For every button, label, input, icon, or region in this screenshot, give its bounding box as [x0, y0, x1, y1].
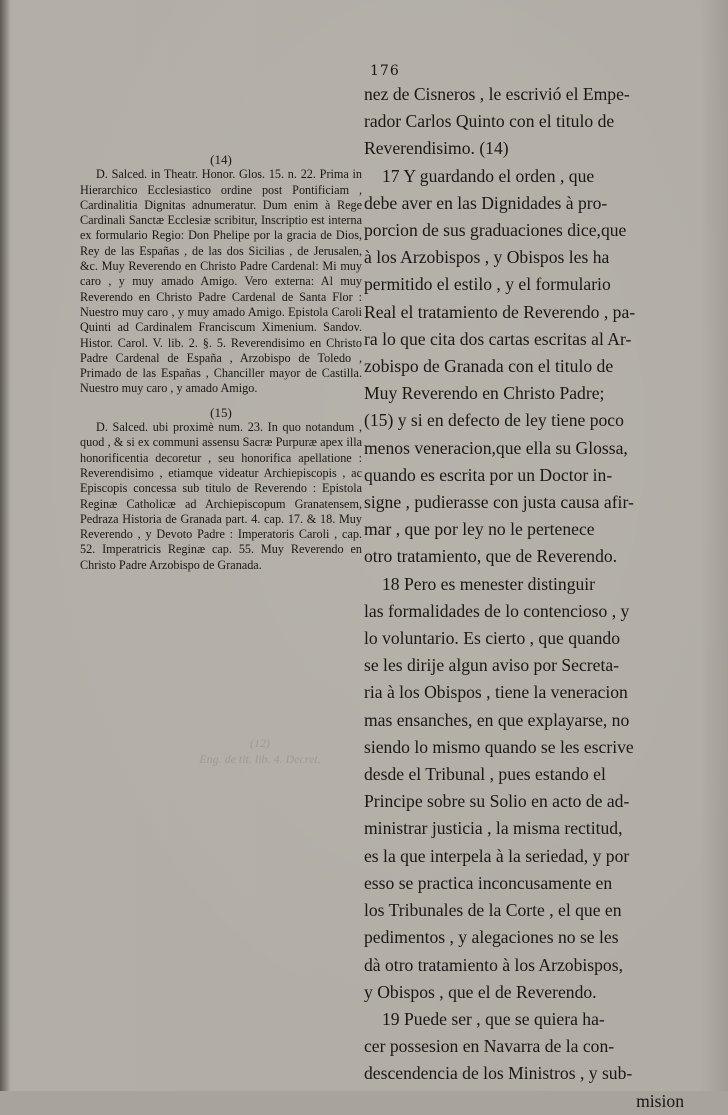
text-line: desde el Tribunal , pues estando el	[364, 764, 606, 785]
text-line: y Obispos , que el de Reverendo.	[364, 981, 597, 1002]
text-line: otro tratamiento, que de Reverendo.	[364, 546, 618, 567]
show-through-text: (12) Eng. de tit. lib. 4. Decret.	[199, 736, 321, 766]
text-line: zobispo de Granada con el titulo de	[364, 356, 614, 377]
text-line: (15) y si en defecto de ley tiene poco	[364, 410, 624, 431]
text-line: las formalidades de lo contencioso , y	[364, 600, 630, 621]
text-line: nez de Cisneros , le escrivió el Empe-	[364, 84, 630, 104]
text-line: 17 Y guardando el orden , que	[382, 165, 595, 186]
text-line: 18 Pero es menester distinguir	[382, 573, 596, 594]
text-line: ria à los Obispos , tiene la veneracion	[364, 682, 628, 703]
text-line: ra lo que cita dos cartas escritas al Ar-	[364, 328, 632, 349]
text-line: dà otro tratamiento à los Arzobispos,	[364, 954, 623, 975]
text-line: signe , pudierasse con justa causa afir-	[364, 492, 634, 513]
text-line: à los Arzobispos , y Obispos les ha	[364, 247, 610, 268]
text-line: porcion de sus graduaciones dice,que	[364, 220, 627, 241]
footnote-text: D. Salced. in Theatr. Honor. Glos. 15. n. 22. Prima in Hierarchico Ecclesiastico ordine post Pontificiam , Cardinalitia Dignitas adnumeratur. Dum enim à Rege Cardinali Sanctæ Ecclesiæ scribitur, Inscriptio est interna ex formulario Regio: Don Phelipe por la gracia de Dios, Rey de las Españas , de las dos Sicilias , de Jerusalen, &c. Muy Reverendo en Christo Padre Cardenal: Mi muy caro , y muy amado Amigo. Vero externa: Al muy Reverendo en Christo Padre Cardenal de Santa Flor : Nuestro muy caro , y muy amado Amigo. Epistola Caroli Quinti ad Cardinalem Franciscum Ximenium. Sandov. Histor. Carol. V. lib. 2. §. 5. Reverendisimo en Christo Padre Cardenal de España , Arzobispo de Toledo , Primado de las Españas , Chanciller mayor de Castilla. Nuestro muy caro , y amado Amigo.	[80, 167, 362, 396]
footnote-marker: (15)	[210, 404, 232, 420]
footnotes-column	[80, 152, 362, 573]
text-line: permitido el estilo , y el formulario	[364, 274, 611, 295]
text-line: mision	[636, 1090, 684, 1111]
text-line: ministrar justicia , la misma rectitud,	[364, 818, 623, 839]
text-line: cer possesion en Navarra de la con-	[364, 1036, 615, 1057]
text-line: menos veneracion,que ella su Glossa,	[364, 437, 628, 458]
text-line: Real el tratamiento de Reverendo , pa-	[364, 301, 636, 322]
text-line: los Tribunales de la Corte , el que en	[364, 900, 622, 921]
gutter-shadow	[0, 0, 10, 1091]
text-line: lo voluntario. Es cierto , que quando	[364, 628, 621, 649]
page-number: 176	[370, 63, 400, 79]
text-line: esso se practica inconcusamente en	[364, 872, 613, 893]
footnote-marker: (14)	[210, 152, 232, 167]
text-line: Reverendisimo. (14)	[364, 138, 509, 159]
text-line: es la que interpela à la seriedad, y por	[364, 845, 630, 866]
footnote-text: D. Salced. ubi proximè num. 23. In quo notandum , quod , & si ex communi assensu Sacræ Purpuræ apex illa honorificentia decoretur , seu honorifica apellatione : Reverendisimo , etiamque videatur Archiepiscopis , ac Episcopis concessa sub titulo de Reverendo : Epistola Reginæ Catholicæ ad Archiepiscopum Granatensem, Pedraza Historia de Granada part. 4. cap. 17. & 18. Muy Reverendo , y Devoto Padre : Imperatoris Caroli , cap. 52. Imperatricis Reginæ cap. 55. Muy Reverendo en Christo Padre Arzobispo de Granada.	[80, 420, 362, 572]
text-line: Principe sobre su Solio en acto de ad-	[364, 791, 630, 812]
text-line: descendencia de los Ministros , y sub-	[364, 1063, 633, 1084]
text-line: debe aver en las Dignidades à pro-	[364, 192, 608, 213]
text-line: siendo lo mismo quando se les escrive	[364, 736, 634, 757]
text-line: mas ensanches, en que explayarse, no	[364, 709, 630, 730]
text-line: quando es escrita por un Doctor in-	[364, 464, 613, 485]
text-line: rador Carlos Quinto con el titulo de	[364, 111, 615, 132]
text-line: pedimentos , y alegaciones no se les	[364, 927, 619, 948]
text-line: se les dirije algun aviso por Secreta-	[364, 655, 620, 676]
main-text-column	[364, 81, 684, 1115]
text-line: mar , que por ley no le pertenece	[364, 519, 595, 540]
text-line: 19 Puede ser , que se quiera ha-	[382, 1008, 605, 1029]
text-line: Muy Reverendo en Christo Padre;	[364, 383, 605, 404]
